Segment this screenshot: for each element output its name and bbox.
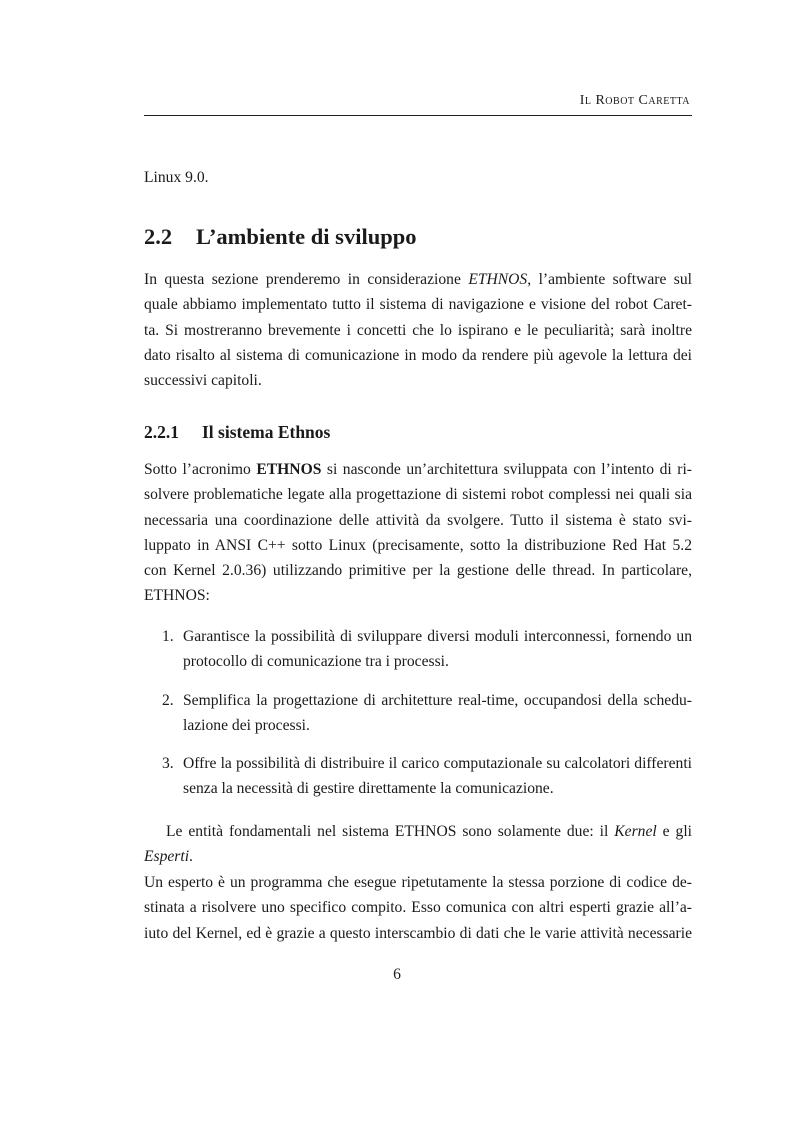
para1-line-3: necessaria una coordinazione delle attività da svolgere. Tutto il sistema è stato svi- — [144, 511, 692, 529]
list-item-line-2: senza la necessità di gestire direttamente la comunicazione. — [183, 780, 554, 798]
para1-line-1-a: Sotto l’acronimo — [144, 461, 257, 478]
list-item — [162, 624, 692, 675]
paragraph-2 — [144, 819, 692, 870]
para1-line-4: luppato in ANSI C++ sotto Linux (precisamente, sotto la distribuzione Red Hat 5.2 — [144, 536, 692, 554]
list-item-line-1: Offre la possibilità di distribuire il carico computazionale su calcolatori differenti — [183, 755, 692, 772]
list-marker: 1. — [162, 628, 174, 645]
para1-line-6: ETHNOS: — [144, 587, 210, 605]
intro-line-3: ta. Si mostreranno brevemente i concetti che lo ispirano e le peculiarità; sarà inoltre — [144, 321, 692, 339]
para2-line-2-b: . — [189, 848, 193, 866]
esperti-emphasis: Esperti — [144, 848, 190, 866]
subsection-title: Il sistema Ethnos — [202, 422, 331, 442]
list-item-line-2: lazione dei processi. — [183, 717, 310, 735]
list-item-line-2: protocollo di comunicazione tra i processi. — [183, 653, 449, 671]
section-heading — [144, 224, 692, 250]
kernel-emphasis: Kernel — [614, 823, 657, 840]
para1-line-1 — [144, 457, 692, 482]
para1-line-5: con Kernel 2.0.36) utilizzando primitive per la gestione delle thread. In particolare, — [144, 562, 692, 580]
paragraph-1 — [144, 457, 692, 609]
top-fragment-text: Linux 9.0. — [144, 169, 209, 186]
list-item-line-1: Semplifica la progettazione di architetture real-time, occupandosi della schedu- — [183, 692, 692, 709]
para2-line-2 — [144, 844, 692, 869]
intro-line-5: successivi capitoli. — [144, 372, 262, 390]
intro-line-4: dato risalto al sistema di comunicazione in modo da rendere più agevole la lettura dei — [144, 346, 692, 364]
top-fragment — [144, 165, 692, 190]
list-marker: 2. — [162, 692, 174, 709]
intro-line-2: quale abbiamo implementato tutto il sistema di navigazione e visione del robot Caret- — [144, 296, 692, 314]
para2-line-1-a: Le entità fondamentali nel sistema ETHNOS sono solamente due: il — [166, 823, 615, 840]
para1-ethnos-bold: ETHNOS — [256, 461, 322, 478]
intro-ethnos-emphasis: ETHNOS — [468, 271, 528, 288]
header-rule — [144, 115, 692, 116]
list-item — [162, 688, 692, 739]
section-number: 2.2 — [144, 224, 173, 249]
subsection-heading — [144, 422, 692, 443]
intro-line-1 — [144, 267, 692, 292]
intro-line-1-b: , l’ambiente software sul — [527, 271, 692, 288]
running-header-title: Il Robot Caretta — [579, 93, 690, 108]
list-item-line-1: Garantisce la possibilità di sviluppare diversi moduli interconnessi, fornendo un — [183, 628, 692, 645]
section-title: L’ambiente di sviluppo — [196, 224, 417, 249]
list-marker: 3. — [162, 755, 174, 772]
intro-line-1-a: In questa sezione prenderemo in considerazione — [144, 271, 469, 288]
list-item — [162, 751, 692, 802]
subsection-number: 2.2.1 — [144, 422, 179, 442]
para1-line-1-b: si nasconde un’architettura sviluppata con l’intento di ri- — [321, 461, 692, 478]
intro-paragraph — [144, 267, 692, 393]
para3-line-2: stinata a risolvere uno specifico compito. Esso comunica con altri esperti grazie all’a- — [144, 899, 692, 917]
paragraph-3 — [144, 870, 692, 946]
para1-line-2: solvere problematiche legate alla progettazione di sistemi robot complessi nei quali sia — [144, 486, 692, 504]
running-header — [144, 93, 690, 109]
para3-line-1: Un esperto è un programma che esegue ripetutamente la stessa porzione di codice de- — [144, 874, 692, 891]
page-number: 6 — [393, 966, 401, 983]
para2-line-1 — [144, 819, 692, 844]
para2-line-1-b: e gli — [656, 823, 692, 840]
para3-line-3: iuto del Kernel, ed è grazie a questo interscambio di dati che le varie attività necessarie — [144, 924, 692, 942]
